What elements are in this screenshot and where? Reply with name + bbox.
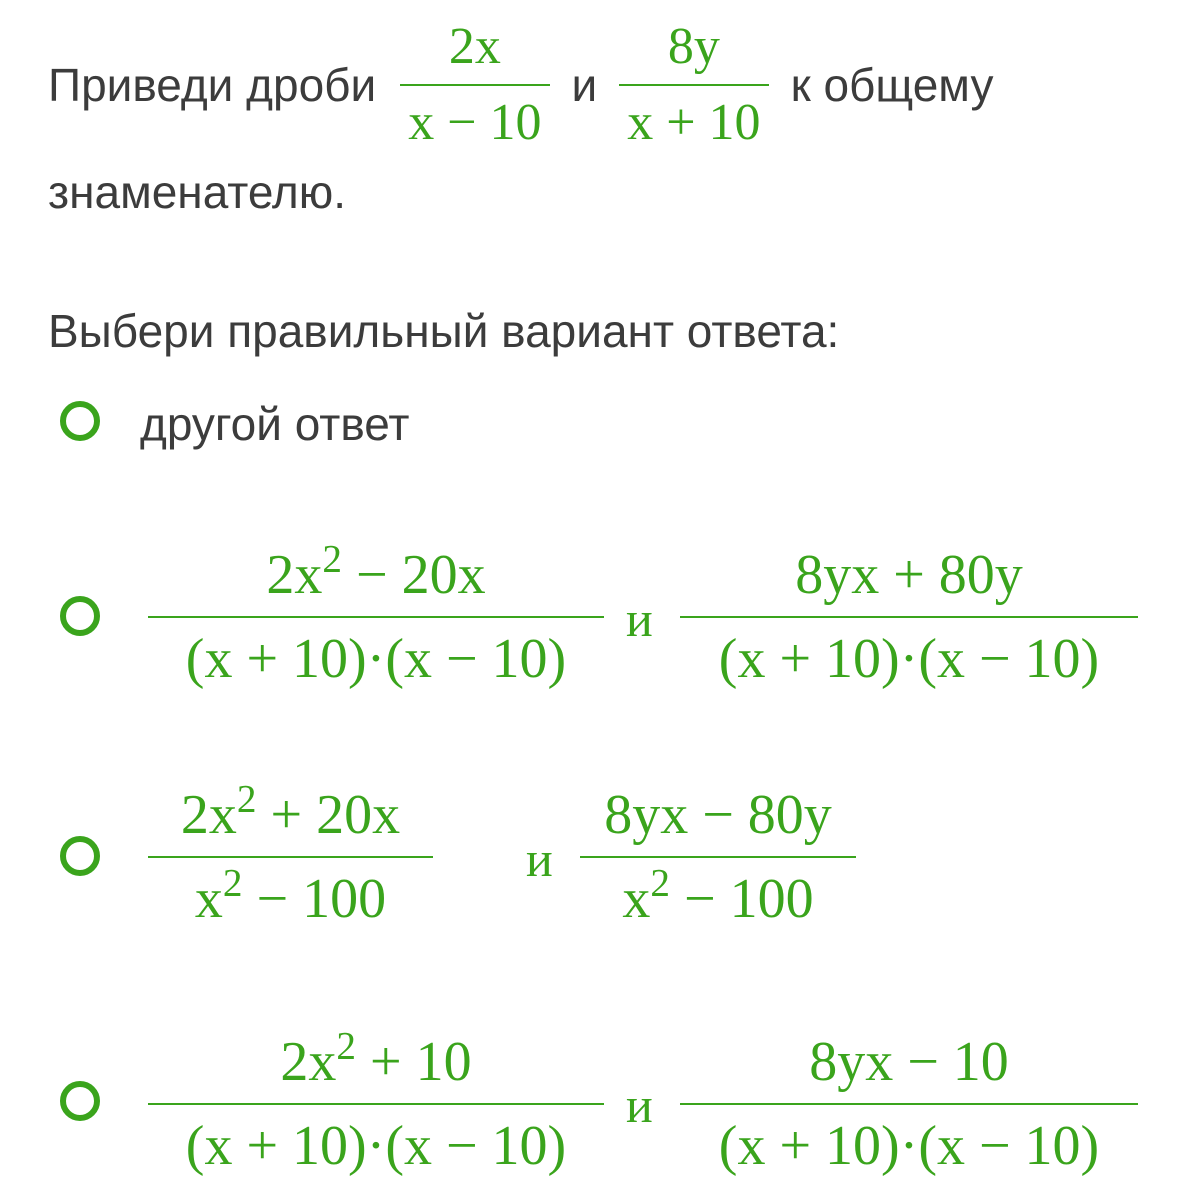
fraction-numerator: $2x^2 + 20x$ [180, 777, 401, 846]
option-2-conjunction: и [526, 831, 553, 887]
fraction-numerator: 8yx − 80y [604, 784, 832, 846]
option-0-label[interactable]: другой ответ [140, 398, 410, 450]
question-fraction-2 [619, 16, 768, 154]
fraction-denominator: $x^2 - 100$ [622, 861, 814, 930]
fraction-numerator: 8yx + 80y [795, 544, 1023, 606]
fraction-numerator: 2x [448, 18, 501, 75]
fraction-denominator: x − 10 [408, 94, 542, 151]
fraction-numerator: 8yx − 10 [809, 1031, 1009, 1093]
fraction-denominator: (x + 10)·(x − 10) [185, 628, 567, 690]
option-1-radio[interactable] [60, 596, 100, 636]
fraction-denominator: x + 10 [627, 94, 761, 151]
option-3-radio[interactable] [60, 1081, 100, 1121]
fraction-numerator: $2x^2 - 20x$ [266, 537, 486, 606]
fraction-denominator: (x + 10)·(x − 10) [718, 1115, 1100, 1177]
fraction-numerator: 8y [667, 18, 720, 75]
question-conjunction: и [571, 59, 598, 111]
option-2-radio[interactable] [60, 836, 100, 876]
option-2-fraction-2[interactable] [580, 782, 856, 932]
fraction-denominator: $x^2 - 100$ [194, 861, 387, 930]
option-3-fraction-1[interactable] [148, 1024, 604, 1179]
question-line-1 [48, 10, 1015, 160]
option-0-radio[interactable] [60, 401, 100, 441]
fraction-numerator: $2x^2 + 10$ [280, 1024, 472, 1093]
option-2-fraction-1[interactable] [148, 777, 433, 932]
question-suffix: к общему [790, 59, 994, 111]
fraction-denominator: (x + 10)·(x − 10) [185, 1115, 567, 1177]
question-fraction-1 [400, 16, 549, 154]
question-line-2: знаменателю. [48, 166, 346, 218]
instruction-text: Выбери правильный вариант ответа: [48, 305, 840, 357]
option-3-fraction-2[interactable] [680, 1029, 1138, 1179]
fraction-denominator: (x + 10)·(x − 10) [718, 628, 1100, 690]
option-1-fraction-1[interactable] [148, 537, 604, 692]
option-1-conjunction: и [626, 591, 653, 647]
option-1-fraction-2[interactable] [680, 542, 1138, 692]
option-3-conjunction: и [626, 1077, 653, 1133]
question-prefix: Приведи дроби [48, 59, 377, 111]
